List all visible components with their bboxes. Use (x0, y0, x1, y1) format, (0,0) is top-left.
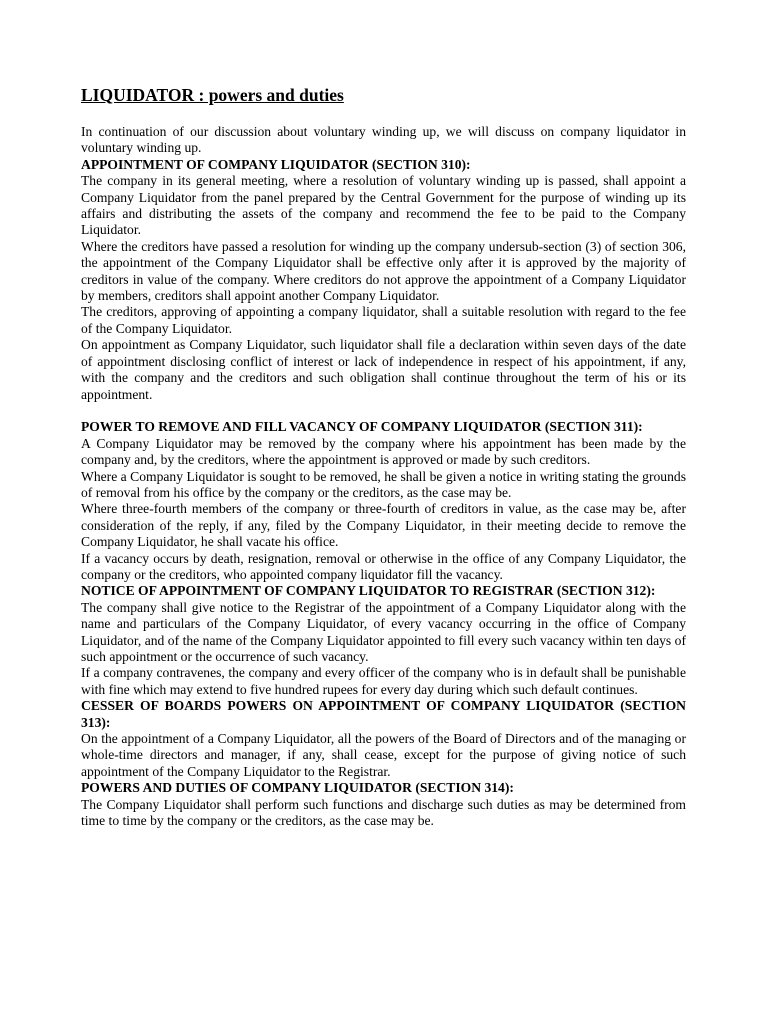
section-311-paragraph-4: If a vacancy occurs by death, resignation, removal or otherwise in the office of any Company Liquidator, the company or the creditors, who appointed company liquidator fill the vacancy. (81, 550, 686, 582)
section-310-paragraph-4: On appointment as Company Liquidator, such liquidator shall file a declaration within seven days of the date of appointment disclosing conflict of interest or lack of independence in respect of his appointment, if any, with the company and the creditors and such obligation shall continue throughout the term of his or its appointment. (81, 337, 686, 402)
section-312-heading: NOTICE OF APPOINTMENT OF COMPANY LIQUIDATOR TO REGISTRAR (SECTION 312): (81, 583, 656, 599)
section-310-paragraph-3: The creditors, approving of appointing a company liquidator, shall a suitable resolution with regard to the fee of the Company Liquidator. (81, 304, 686, 336)
section-312-paragraph-2: If a company contravenes, the company and every officer of the company who is in default shall be punishable with fine which may extend to five hundred rupees for every day during which such default continues. (81, 665, 686, 697)
section-314-paragraph-1: The Company Liquidator shall perform such functions and discharge such duties as may be determined from time to time by the company or the creditors, as the case may be. (81, 796, 686, 829)
section-311-paragraph-3: Where three-fourth members of the company or three-fourth of creditors in value, as the case may be, after consideration of the reply, if any, filed by the Company Liquidator, in their meeting decide to remove the Company Liquidator, he shall vacate his office. (81, 501, 686, 550)
document-body (81, 124, 686, 829)
document-page (81, 84, 686, 829)
section-spacer (81, 403, 686, 419)
section-311-paragraph-2: Where a Company Liquidator is sought to be removed, he shall be given a notice in writing stating the grounds of removal from his office by the company or the creditors, as the case may be. (81, 468, 686, 500)
section-313-paragraph-1: On the appointment of a Company Liquidator, all the powers of the Board of Directors and of the managing or whole-time directors and manager, if any, shall cease, except for the purpose of giving notice of such appointment of the Company Liquidator to the Registrar. (81, 731, 686, 779)
section-311-paragraph-1: A Company Liquidator may be removed by the company where his appointment has been made by the company and, by the creditors, where the appointment is approved or made by such creditors. (81, 435, 686, 468)
section-312-paragraph-1: The company shall give notice to the Registrar of the appointment of a Company Liquidator along with the name and particulars of the Company Liquidator, of every vacancy occurring in the office of Company Liquidator, and of the name of the Company Liquidator appointed to fill every such vacancy within ten days of such appointment or the occurrence of such vacancy. (81, 599, 686, 664)
document-title: LIQUIDATOR : powers and duties (81, 85, 344, 105)
section-313-heading: CESSER OF BOARDS POWERS ON APPOINTMENT OF COMPANY LIQUIDATOR (SECTION 313): (81, 698, 686, 730)
intro-paragraph: In continuation of our discussion about voluntary winding up, we will discuss on company liquidator in voluntary winding up. (81, 124, 686, 156)
section-310-paragraph-1: The company in its general meeting, where a resolution of voluntary winding up is passed, shall appoint a Company Liquidator from the panel prepared by the Central Government for the purpose of winding up its affairs and distributing the assets of the company and recommend the fee to be paid to the Company Liquidator. (81, 173, 686, 238)
section-311-heading: POWER TO REMOVE AND FILL VACANCY OF COMPANY LIQUIDATOR (SECTION 311): (81, 419, 643, 435)
section-314-heading: POWERS AND DUTIES OF COMPANY LIQUIDATOR (SECTION 314): (81, 780, 514, 796)
section-310-paragraph-2: Where the creditors have passed a resolution for winding up the company undersub-section (3) of section 306, the appointment of the Company Liquidator shall be effective only after it is approved by the majority of creditors in value of the company. Where creditors do not approve the appointment of a Company Liquidator by members, creditors shall appoint another Company Liquidator. (81, 238, 686, 304)
section-310-heading: APPOINTMENT OF COMPANY LIQUIDATOR (SECTION 310): (81, 156, 471, 172)
